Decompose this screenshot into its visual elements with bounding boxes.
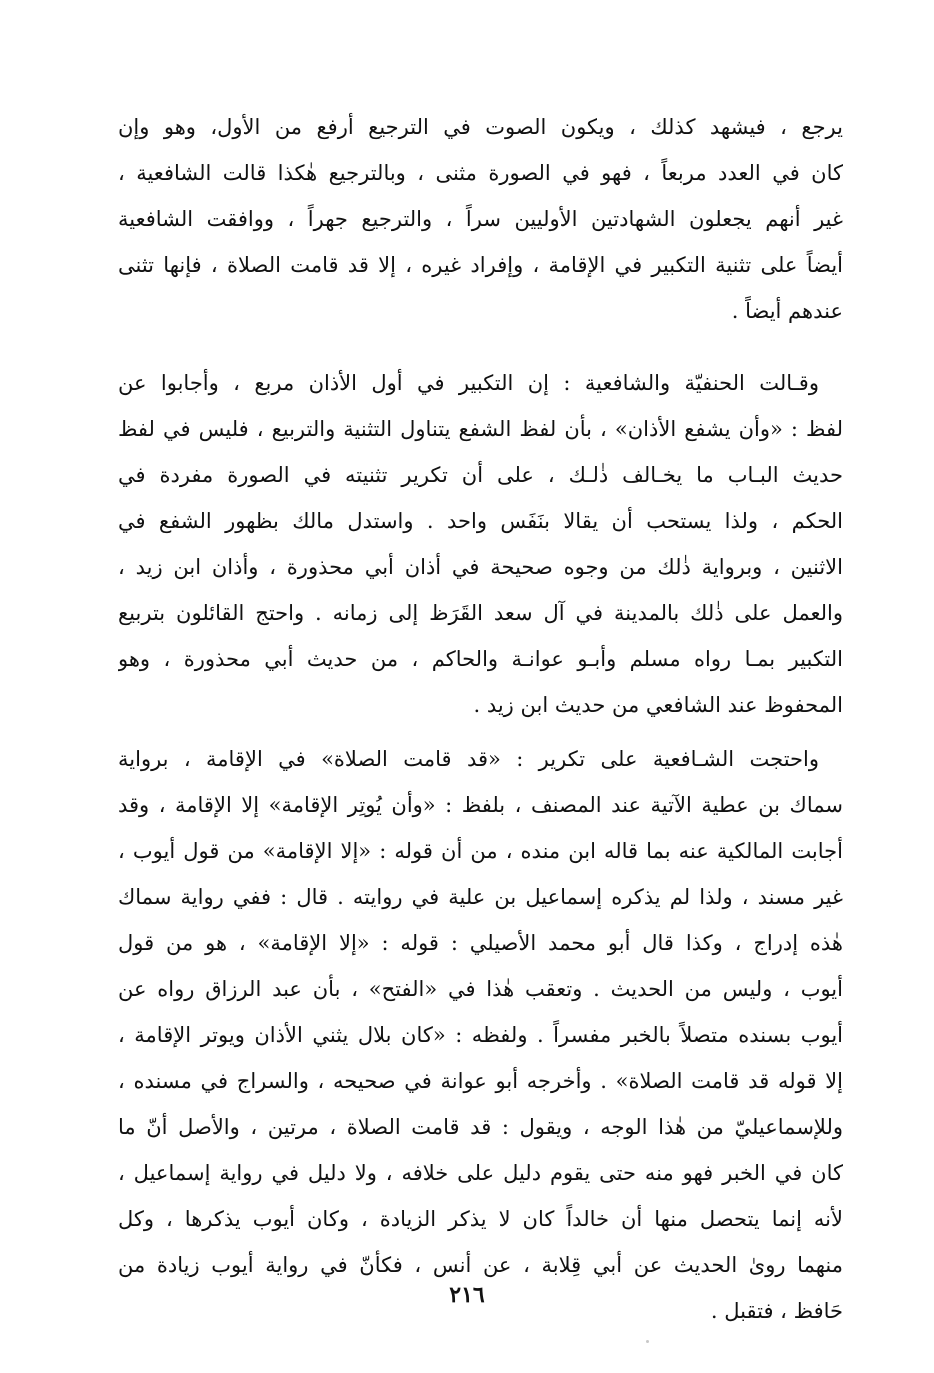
text-line: كان في العدد مربعاً ، فهو في الصورة مثنى ، وبالترجيع هٰكذا قالت الشافعية ، bbox=[118, 161, 843, 185]
text-line: الحكم ، ولذا يستحب أن يقالا بنَفَس واحد . واستدل مالك بظهور الشفع في bbox=[118, 509, 843, 533]
paragraph-1 bbox=[118, 104, 843, 334]
text-line: المحفوظ عند الشافعي من حديث ابن زيد . bbox=[473, 693, 843, 717]
text-line: يرجع ، فيشهد كذلك ، ويكون الصوت في الترجيع أرفع من الأول، وهو وإن bbox=[118, 115, 843, 139]
text-line: واحتجت الشـافعية على تكرير : «قد قامت الصلاة» في الإقامة ، برواية bbox=[118, 747, 819, 771]
text-line: أيوب بسنده متصلاً بالخبر مفسراً . ولفظه : «كان بلال يثني الأذان ويوتر الإقامة ، bbox=[118, 1023, 843, 1047]
text-line: أجابت المالكية عنه بما قاله ابن منده ، من أن قوله : «إلا الإقامة» من قول أيوب ، bbox=[118, 839, 843, 863]
paragraph-3 bbox=[118, 736, 843, 1334]
text-line: أيضاً على تثنية التكبير في الإقامة ، وإفراد غيره ، إلا قد قامت الصلاة ، فإنها تثنى bbox=[118, 253, 843, 277]
text-line: أيوب ، وليس من الحديث . وتعقب هٰذا في «الفتح» ، بأن عبد الرزاق رواه عن bbox=[118, 977, 843, 1001]
text-line: التكبير بمـا رواه مسلم وأبـو عوانـة والحاكم ، من حديث أبي محذورة ، وهو bbox=[118, 647, 843, 671]
scan-speck-mark bbox=[646, 1340, 649, 1343]
text-line: عندهم أيضاً . bbox=[731, 299, 843, 323]
text-line: إلا قوله قد قامت الصلاة» . وأخرجه أبو عوانة في صحيحه ، والسراج في مسنده ، bbox=[118, 1069, 843, 1093]
text-line: وقـالت الحنفيّة والشافعية : إن التكبير في أول الأذان مربع ، وأجابوا عن bbox=[118, 371, 819, 395]
paragraph-spacer bbox=[118, 728, 843, 736]
paragraph-2 bbox=[118, 360, 843, 728]
text-line: لفظ : «وأن يشفع الأذان» ، بأن لفظ الشفع يتناول التثنية والتربيع ، فليس في لفظ bbox=[118, 417, 843, 441]
paragraph-spacer bbox=[118, 334, 843, 360]
text-line: كان في الخبر فهو منه حتى يقوم دليل على خلافه ، ولا دليل في رواية إسماعيل ، bbox=[118, 1161, 843, 1185]
text-line: الاثنين ، وبرواية ذٰلك من وجوه صحيحة في أذان أبي محذورة ، وأذان ابن زيد ، bbox=[118, 555, 843, 579]
text-line: هٰذه إدراج ، وكذا قال أبو محمد الأصيلي : قوله : «إلا الإقامة» ، هو من قول bbox=[118, 931, 843, 955]
text-line: غير أنهم يجعلون الشهادتين الأوليين سراً ، والترجيع جهراً ، ووافقت الشافعية bbox=[118, 207, 843, 231]
text-line: غير مسند ، ولذا لم يذكره إسماعيل بن علية في روايته . قال : ففي رواية سماك bbox=[118, 885, 843, 909]
text-line: لأنه إنما يتحصل منها أن خالداً كان لا يذكر الزيادة ، وكان أيوب يذكرها ، وكل bbox=[118, 1207, 843, 1231]
text-line: حديث البـاب ما يخـالف ذٰلـك ، على أن تكرير تثنيته في الصورة مفردة في bbox=[118, 463, 843, 487]
text-line: سماك بن عطية الآتية عند المصنف ، بلفظ : «وأن يُوتِر الإقامة» إلا الإقامة ، وقد bbox=[118, 793, 843, 817]
text-line: حَافظ ، فتقبل . bbox=[710, 1299, 843, 1323]
text-line: وللإسماعيليّ من هٰذا الوجه ، ويقول : قد قامت الصلاة ، مرتين ، والأصل أنّ ما bbox=[118, 1115, 843, 1139]
text-line: منهما روىٰ الحديث عن أبي قِلابة ، عن أنس ، فكأنّ في رواية أيوب زيادة من bbox=[118, 1253, 843, 1277]
page-number: ٢١٦ bbox=[449, 1282, 485, 1308]
page-body bbox=[118, 104, 843, 1334]
text-line: والعمل على ذٰلك بالمدينة في آل سعد القَرَظ إلى زمانه . واحتج القائلون بتربيع bbox=[118, 601, 843, 625]
